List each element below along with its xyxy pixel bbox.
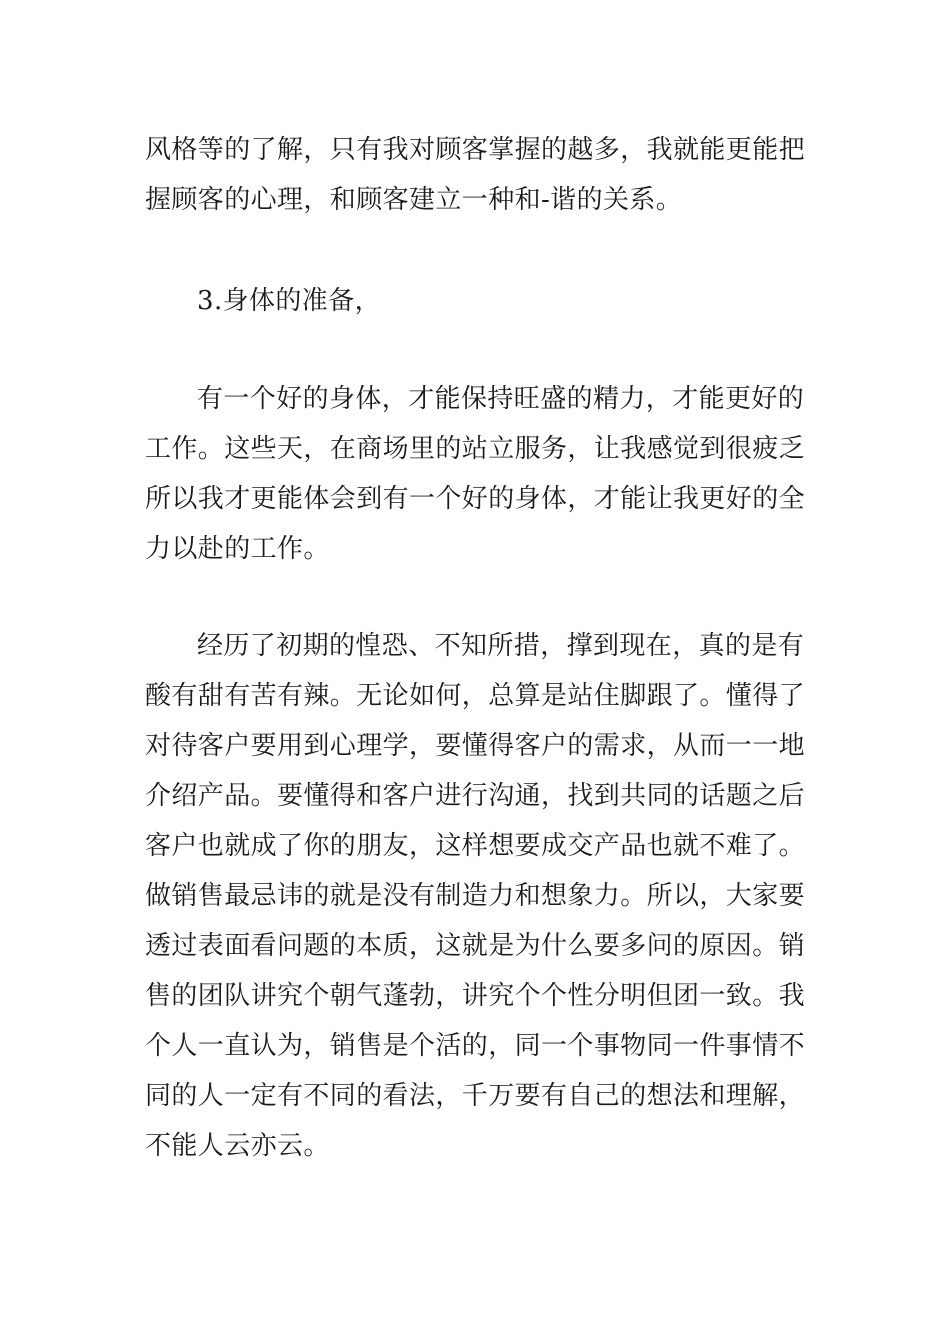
paragraph-4-line-4: 介绍产品。要懂得和客户进行沟通，找到共同的话题之后	[145, 781, 806, 811]
paragraph-4-line-7: 透过表面看问题的本质，这就是为什么要多问的原因。销	[145, 931, 806, 961]
paragraph-1-line-2: 握顾客的心理，和顾客建立一种和-谐的关系。	[145, 185, 683, 215]
paragraph-4-line-3: 对待客户要用到心理学，要懂得客户的需求，从而一一地	[145, 731, 806, 761]
paragraph-3-line-2: 工作。这些天，在商场里的站立服务，让我感觉到很疲乏	[145, 434, 806, 464]
paragraph-4-line-5: 客户也就成了你的朋友，这样想要成交产品也就不难了。	[145, 831, 806, 861]
paragraph-3-line-3: 所以我才更能体会到有一个好的身体，才能让我更好的全	[145, 484, 806, 514]
paragraph-3-line-1: 有一个好的身体，才能保持旺盛的精力，才能更好的	[197, 384, 805, 414]
section-heading: 3.身体的准备，	[197, 286, 382, 316]
paragraph-4-line-9: 个人一直认为，销售是个活的，同一个事物同一件事情不	[145, 1031, 806, 1061]
paragraph-4-line-8: 售的团队讲究个朝气蓬勃，讲究个个性分明但团一致。我	[145, 981, 806, 1011]
paragraph-4-line-11: 不能人云亦云。	[145, 1131, 330, 1161]
paragraph-4-line-2: 酸有甜有苦有辣。无论如何，总算是站住脚跟了。懂得了	[145, 681, 806, 711]
paragraph-1-line-1: 风格等的了解，只有我对顾客掌握的越多，我就能更能把	[145, 135, 806, 165]
paragraph-4-line-1: 经历了初期的惶恐、不知所措，撑到现在，真的是有	[197, 631, 805, 661]
paragraph-3-line-4: 力以赴的工作。	[145, 534, 330, 564]
paragraph-4-line-10: 同的人一定有不同的看法，千万要有自己的想法和理解，	[145, 1081, 806, 1111]
paragraph-4-line-6: 做销售最忌讳的就是没有制造力和想象力。所以，大家要	[145, 881, 806, 911]
